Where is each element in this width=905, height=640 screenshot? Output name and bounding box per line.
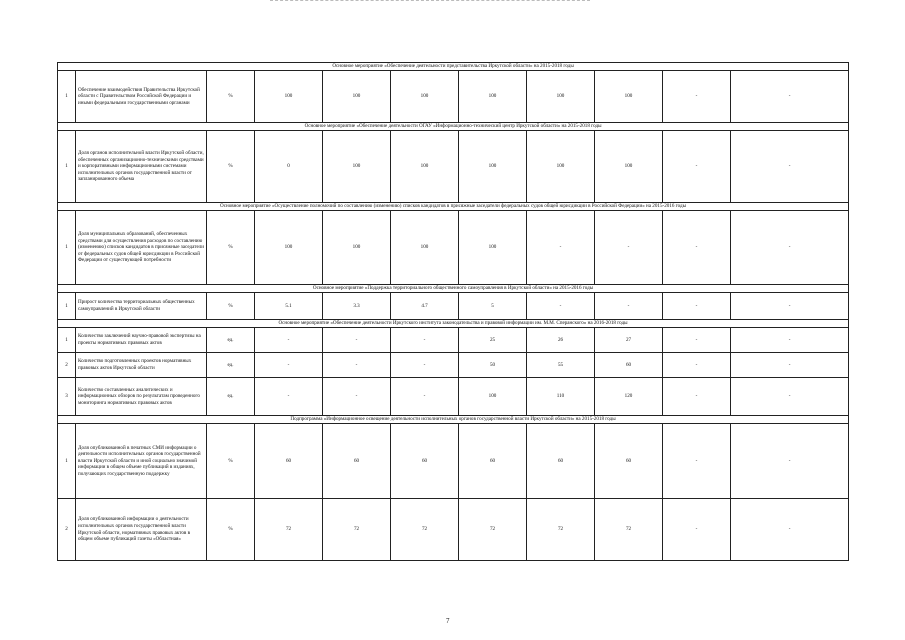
value-cell: -: [731, 328, 849, 353]
value-cell: -: [663, 424, 731, 499]
section-title: Подпрограмма «Информационное освещение деятельности исполнительных органов государственной власти Иркутской области» на 2015-2018 годы: [58, 416, 849, 424]
value-cell: 100: [527, 131, 595, 203]
row-number-cell: 1: [58, 293, 76, 320]
value-cell: -: [595, 293, 663, 320]
value-cell: -: [527, 293, 595, 320]
value-cell: 26: [527, 328, 595, 353]
value-cell: 100: [459, 131, 527, 203]
section-header-row: [58, 285, 849, 293]
value-cell: 100: [459, 211, 527, 285]
value-cell: 100: [459, 71, 527, 123]
value-cell: -: [323, 353, 391, 378]
value-cell: -: [391, 328, 459, 353]
unit-cell: %: [207, 211, 255, 285]
value-cell: 100: [391, 71, 459, 123]
indicator-name-cell: Обеспечение взаимодействия Правительства Иркутской области с Правительством Российской Федерации и иными федеральными государственными органами: [76, 71, 207, 123]
value-cell: 3.3: [323, 293, 391, 320]
section-header-row: [58, 123, 849, 131]
value-cell: -: [663, 71, 731, 123]
value-cell: -: [323, 328, 391, 353]
value-cell: 100: [323, 211, 391, 285]
value-cell: -: [255, 353, 323, 378]
unit-cell: %: [207, 131, 255, 203]
indicator-name-cell: Доля опубликованной информации о деятельности исполнительных органов государственной власти Иркутской области, нормативных правовых актов в общем объеме публикаций газеты «Областная»: [76, 499, 207, 561]
unit-cell: %: [207, 499, 255, 561]
table-row: [58, 353, 849, 378]
value-cell: 100: [323, 71, 391, 123]
value-cell: -: [663, 293, 731, 320]
table-row: [58, 378, 849, 416]
value-cell: 25: [459, 328, 527, 353]
value-cell: 60: [595, 353, 663, 378]
indicator-name-cell: Прирост количества территориальных общественных самоуправлений в Иркутской области: [76, 293, 207, 320]
value-cell: -: [731, 424, 849, 499]
value-cell: 72: [255, 499, 323, 561]
unit-cell: ед.: [207, 353, 255, 378]
value-cell: 5: [459, 293, 527, 320]
value-cell: 110: [527, 378, 595, 416]
section-title: Основное мероприятие «Поддержка территориального общественного самоуправления в Иркутской области» на 2015-2016 годы: [58, 285, 849, 293]
value-cell: 72: [595, 499, 663, 561]
value-cell: -: [663, 353, 731, 378]
section-title: Основное мероприятие «Обеспечение деятельности ОГАУ «Информационно-технический центр Иркутской области» на 2015-2018 годы: [58, 123, 849, 131]
row-number-cell: 1: [58, 131, 76, 203]
value-cell: 100: [323, 131, 391, 203]
value-cell: 100: [459, 378, 527, 416]
value-cell: 5.1: [255, 293, 323, 320]
value-cell: 60: [255, 424, 323, 499]
value-cell: -: [323, 378, 391, 416]
unit-cell: %: [207, 71, 255, 123]
section-header-row: [58, 416, 849, 424]
value-cell: -: [663, 378, 731, 416]
value-cell: 72: [391, 499, 459, 561]
value-cell: -: [255, 328, 323, 353]
row-number-cell: 1: [58, 328, 76, 353]
section-header-row: [58, 63, 849, 71]
section-header-row: [58, 203, 849, 211]
page-number: 7: [446, 617, 450, 625]
value-cell: 50: [459, 353, 527, 378]
indicators-table: [57, 62, 849, 561]
section-title: Основное мероприятие «Обеспечение деятельности представительства Иркутской области» на 2015-2018 годы: [58, 63, 849, 71]
value-cell: 72: [527, 499, 595, 561]
unit-cell: %: [207, 424, 255, 499]
value-cell: -: [663, 499, 731, 561]
value-cell: -: [663, 328, 731, 353]
unit-cell: ед.: [207, 378, 255, 416]
section-title: Основное мероприятие «Осуществление полномочий по составлению (изменению) списков кандидатов в присяжные заседатели федеральных судов общей юрисдикции в Российской Федерации» на 2015-2016 годы: [58, 203, 849, 211]
value-cell: -: [255, 378, 323, 416]
value-cell: 72: [459, 499, 527, 561]
row-number-cell: 3: [58, 378, 76, 416]
indicator-name-cell: Доля муниципальных образований, обеспеченных средствами для осуществления расходов по составлению (изменению) списков кандидатов в присяжные заседатели от федеральных судов общей юрисдикции в Российской Федерации от существующей потребности: [76, 211, 207, 285]
value-cell: 60: [391, 424, 459, 499]
value-cell: -: [663, 211, 731, 285]
table-row: [58, 131, 849, 203]
value-cell: 100: [391, 211, 459, 285]
unit-cell: ед.: [207, 328, 255, 353]
value-cell: -: [731, 211, 849, 285]
table-row: [58, 424, 849, 499]
indicator-name-cell: Доля опубликованной в печатных СМИ информации о деятельности исполнительных органов государственной власти Иркутской области и иной социально значимой информации в общем объеме публикаций в изданиях, получающих государственную поддержку: [76, 424, 207, 499]
value-cell: 55: [527, 353, 595, 378]
section-title: Основное мероприятие «Обеспечение деятельности Иркутского института законодательства и правовой информации им. М.М. Сперанского» на 2016-2018 годы: [58, 320, 849, 328]
value-cell: 60: [527, 424, 595, 499]
table-row: [58, 328, 849, 353]
value-cell: 100: [255, 71, 323, 123]
value-cell: -: [391, 378, 459, 416]
value-cell: -: [663, 131, 731, 203]
indicator-name-cell: Количество подготовленных проектов нормативных правовых актов Иркутской области: [76, 353, 207, 378]
row-number-cell: 1: [58, 211, 76, 285]
value-cell: 27: [595, 328, 663, 353]
value-cell: 0: [255, 131, 323, 203]
unit-cell: %: [207, 293, 255, 320]
table-row: [58, 71, 849, 123]
value-cell: -: [731, 293, 849, 320]
value-cell: -: [731, 378, 849, 416]
value-cell: -: [527, 211, 595, 285]
value-cell: -: [731, 71, 849, 123]
value-cell: 100: [391, 131, 459, 203]
value-cell: 4.7: [391, 293, 459, 320]
value-cell: 100: [527, 71, 595, 123]
indicator-name-cell: Количество составленных аналитических и информационных обзоров по результатам проведенного мониторинга нормативных правовых актов: [76, 378, 207, 416]
scan-artifact: [270, 0, 590, 3]
row-number-cell: 1: [58, 424, 76, 499]
table-row: [58, 499, 849, 561]
value-cell: -: [731, 131, 849, 203]
indicator-name-cell: Количество заключений научно-правовой экспертизы на проекты нормативных правовых актов: [76, 328, 207, 353]
value-cell: 72: [323, 499, 391, 561]
section-header-row: [58, 320, 849, 328]
value-cell: -: [391, 353, 459, 378]
row-number-cell: 1: [58, 71, 76, 123]
indicator-name-cell: Доля органов исполнительной власти Иркутской области, обеспеченных организационно-техническими средствами и корпоративными информационными системами исполнительных органов государственной власти от запланированного объема: [76, 131, 207, 203]
value-cell: 120: [595, 378, 663, 416]
row-number-cell: 2: [58, 353, 76, 378]
value-cell: 100: [595, 131, 663, 203]
value-cell: -: [595, 211, 663, 285]
value-cell: 100: [255, 211, 323, 285]
value-cell: 60: [595, 424, 663, 499]
value-cell: 60: [323, 424, 391, 499]
value-cell: 100: [595, 71, 663, 123]
table-body: [58, 63, 849, 561]
table-row: [58, 293, 849, 320]
value-cell: -: [731, 353, 849, 378]
row-number-cell: 2: [58, 499, 76, 561]
value-cell: -: [731, 499, 849, 561]
value-cell: 60: [459, 424, 527, 499]
table-row: [58, 211, 849, 285]
